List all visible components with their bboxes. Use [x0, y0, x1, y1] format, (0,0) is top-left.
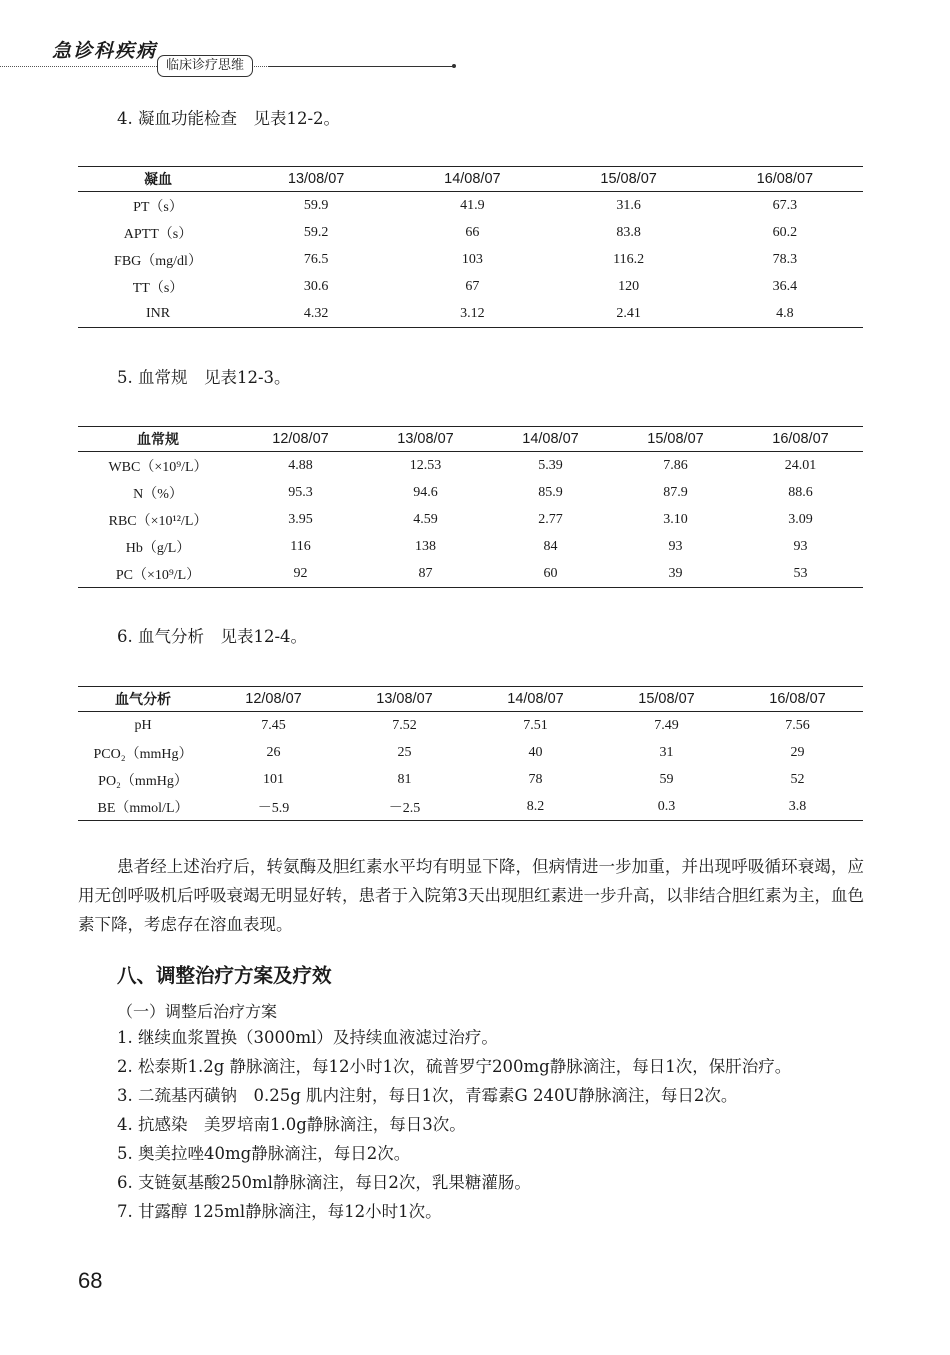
table-cell: 60.2 — [772, 224, 798, 240]
table-header-date: 12/08/07 — [238, 427, 363, 452]
table-cell: 4.8 — [707, 300, 863, 328]
table-header-date: 12/08/07 — [208, 687, 339, 712]
table-cell: 92 — [238, 560, 363, 588]
table-cell: 101 — [263, 771, 284, 787]
section-heading: 八、调整治疗方案及疗效 — [117, 964, 332, 987]
table-cell: 66 — [465, 224, 480, 240]
table-row — [78, 219, 863, 246]
table-header-row — [78, 167, 863, 192]
table-row — [78, 192, 863, 220]
table-cell: 0.3 — [601, 793, 732, 821]
table-cell: 7.45 — [261, 717, 286, 733]
table-cell: 7.56 — [785, 717, 810, 733]
table-cell: 78 — [528, 771, 543, 787]
table-cell: 120 — [618, 278, 640, 294]
table-header-date: 13/08/07 — [238, 167, 394, 192]
table-header-row — [78, 427, 863, 452]
table-row — [78, 533, 863, 560]
row-label: FBG（mg/dl） — [114, 253, 202, 269]
table-row — [78, 452, 863, 480]
table-row — [78, 300, 863, 328]
table-cell: 116 — [290, 538, 311, 554]
table-cell: 81 — [397, 771, 412, 787]
table-cell: 7.86 — [663, 457, 688, 473]
table-header-date: 16/08/07 — [707, 167, 863, 192]
subsection-heading: （一）调整后治疗方案 — [117, 1002, 278, 1021]
table-row — [78, 273, 863, 300]
table-header-label: 血常规 — [78, 427, 238, 452]
row-label: WBC（×10⁹/L） — [108, 459, 208, 475]
list-item: 2. 松泰斯1.2g 静脉滴注，每12小时1次，硫普罗宁200mg静脉滴注，每日1次，保肝治疗。 — [117, 1057, 792, 1076]
list-item: 3. 二巯基丙磺钠 0.25g 肌内注射，每日1次，青霉素G 240U静脉滴注，每日2次。 — [117, 1086, 738, 1105]
coag-caption: 4. 凝血功能检查 见表12-2。 — [117, 109, 341, 128]
table-header-date: 14/08/07 — [470, 687, 601, 712]
table-cell: 4.32 — [238, 300, 394, 328]
table-cell: 85.9 — [538, 484, 563, 500]
table-cell: 4.88 — [288, 457, 313, 473]
table-cell: 31 — [659, 744, 674, 760]
row-label: PC（×10⁹/L） — [78, 560, 238, 588]
blood-gas-table — [78, 686, 863, 821]
clinical-course-paragraph — [78, 852, 864, 939]
table-cell: 2.41 — [551, 300, 707, 328]
list-item: 7. 甘露醇 125ml静脉滴注，每12小时1次。 — [117, 1202, 442, 1221]
table-header-date: 16/08/07 — [738, 427, 863, 452]
table-header-label: 血气分析 — [78, 687, 208, 712]
table-row — [78, 560, 863, 588]
table-row — [78, 712, 863, 740]
table-cell: 67.3 — [772, 197, 798, 213]
blood-gas-caption: 6. 血气分析 见表12-4。 — [117, 627, 308, 646]
table-row — [78, 506, 863, 533]
header-solid-rule — [268, 66, 454, 67]
table-cell: 60 — [488, 560, 613, 588]
table-cell: 24.01 — [784, 457, 817, 473]
row-label: TT（s） — [132, 280, 184, 296]
row-label: PO₂（mmHg） — [98, 773, 188, 789]
table-header-row — [78, 687, 863, 712]
table-cell: 87 — [363, 560, 488, 588]
table-header-date: 15/08/07 — [551, 167, 707, 192]
table-cell: 78.3 — [772, 251, 798, 267]
table-cell: 52 — [790, 771, 805, 787]
table-cell: 31.6 — [616, 197, 641, 213]
table-cell: 2.77 — [538, 511, 563, 527]
table-row — [78, 793, 863, 821]
list-item: 1. 继续血浆置换（3000ml）及持续血液滤过治疗。 — [117, 1028, 498, 1047]
table-cell: 40 — [528, 744, 543, 760]
list-item: 6. 支链氨基酸250ml静脉滴注，每日2次，乳果糖灌肠。 — [117, 1173, 531, 1192]
paragraph-text: 患者经上述治疗后，转氨酶及胆红素水平均有明显下降，但病情进一步加重，并出现呼吸循环衰竭，应用无创呼吸机后呼吸衰竭无明显好转，患者于入院第3天出现胆红素进一步升高，以非结合胆红素为主，血色素下降，考虑存在溶血表现。 — [78, 857, 864, 934]
table-cell: 59.2 — [303, 224, 329, 240]
row-label: BE（mmol/L） — [78, 793, 208, 821]
table-row — [78, 739, 863, 766]
table-cell: 76.5 — [303, 251, 329, 267]
table-cell: 3.09 — [788, 511, 813, 527]
table-row — [78, 479, 863, 506]
table-cell: 7.51 — [523, 717, 548, 733]
table-cell: 83.8 — [616, 224, 641, 240]
table-cell: 26 — [266, 744, 281, 760]
table-cell: 67 — [465, 278, 480, 294]
table-cell: 87.9 — [663, 484, 688, 500]
table-row — [78, 766, 863, 793]
row-label: N（%） — [133, 486, 183, 502]
row-label: Hb（g/L） — [125, 540, 191, 556]
table-cell: 88.6 — [788, 484, 813, 500]
row-label: INR — [78, 300, 238, 328]
table-header-date: 13/08/07 — [363, 427, 488, 452]
series-label: 临床诊疗思维 — [157, 55, 253, 77]
row-label: pH — [134, 717, 152, 733]
table-cell: 8.2 — [470, 793, 601, 821]
table-cell: 36.4 — [772, 278, 798, 294]
table-cell: 84 — [543, 538, 558, 554]
table-cell: 7.49 — [654, 717, 679, 733]
header-rule-end-dot — [452, 64, 456, 68]
table-cell: 3.10 — [663, 511, 688, 527]
table-cell: 59.9 — [303, 197, 329, 213]
list-item: 5. 奥美拉唑40mg静脉滴注，每日2次。 — [117, 1144, 411, 1163]
table-cell: 4.59 — [413, 511, 438, 527]
row-label: PT（s） — [133, 199, 183, 215]
coagulation-table — [78, 166, 863, 328]
table-cell: 103 — [461, 251, 483, 267]
table-cell: 94.6 — [413, 484, 438, 500]
row-label: APTT（s） — [123, 226, 193, 242]
table-cell: 3.8 — [732, 793, 863, 821]
table-cell: 29 — [790, 744, 805, 760]
table-row — [78, 246, 863, 273]
table-header-date: 15/08/07 — [613, 427, 738, 452]
table-header-date: 16/08/07 — [732, 687, 863, 712]
blood-routine-table — [78, 426, 863, 588]
row-label: RBC（×10¹²/L） — [108, 513, 208, 529]
table-cell: 93 — [793, 538, 808, 554]
table-cell: 12.53 — [409, 457, 442, 473]
table-cell: 138 — [415, 538, 436, 554]
table-header-date: 14/08/07 — [488, 427, 613, 452]
table-cell: 3.95 — [288, 511, 313, 527]
table-cell: 59 — [659, 771, 674, 787]
table-header-date: 13/08/07 — [339, 687, 470, 712]
page-number: 68 — [78, 1268, 103, 1293]
table-cell: 93 — [668, 538, 683, 554]
treatment-plan-list — [78, 1023, 864, 1226]
table-cell: 3.12 — [394, 300, 550, 328]
table-cell: 25 — [397, 744, 412, 760]
table-header-label: 凝血 — [78, 167, 238, 192]
table-cell: 39 — [613, 560, 738, 588]
table-cell: 116.2 — [613, 251, 645, 267]
row-label: PCO₂（mmHg） — [93, 746, 193, 762]
table-cell: －5.9 — [208, 793, 339, 821]
table-cell: 7.52 — [392, 717, 417, 733]
blood-routine-caption: 5. 血常规 见表12-3。 — [117, 368, 291, 387]
table-cell: 95.3 — [288, 484, 313, 500]
table-header-date: 15/08/07 — [601, 687, 732, 712]
table-header-date: 14/08/07 — [394, 167, 550, 192]
table-cell: 53 — [738, 560, 863, 588]
table-cell: 5.39 — [538, 457, 563, 473]
table-cell: 30.6 — [303, 278, 329, 294]
book-title: 急诊科疾病 — [52, 40, 158, 62]
table-cell: －2.5 — [339, 793, 470, 821]
table-cell: 41.9 — [460, 197, 485, 213]
list-item: 4. 抗感染 美罗培南1.0g静脉滴注，每日3次。 — [117, 1115, 466, 1134]
